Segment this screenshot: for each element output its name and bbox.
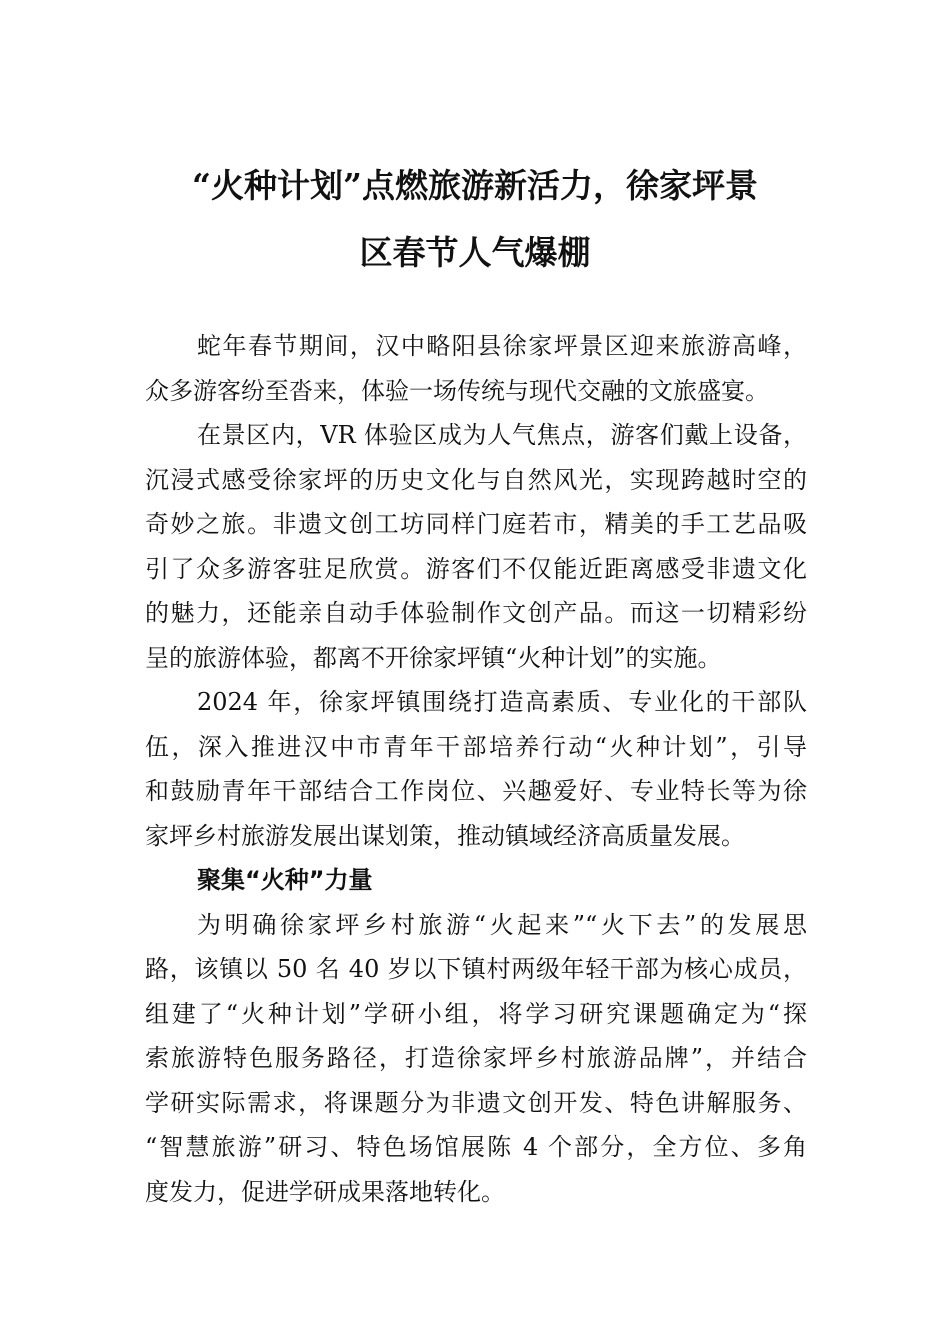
document-title-line-1: “火种计划”点燃旅游新活力，徐家坪景 bbox=[192, 166, 758, 205]
text-line: 引了众多游客驻足欣赏。游客们不仅能近距离感受非遗文化 bbox=[145, 554, 807, 583]
text-line: 2024 年，徐家坪镇围绕打造高素质、专业化的干部队 bbox=[197, 688, 807, 716]
document-body bbox=[145, 324, 807, 1214]
text-line: 学研实际需求，将课题分为非遗文创开发、特色讲解服务、 bbox=[145, 1088, 807, 1117]
text-line: 沉浸式感受徐家坪的历史文化与自然风光，实现跨越时空的 bbox=[145, 465, 807, 494]
text-line: 众多游客纷至沓来，体验一场传统与现代交融的文旅盛宴。 bbox=[145, 376, 769, 405]
text-line: 为明确徐家坪乡村旅游“火起来”“火下去”的发展思 bbox=[197, 910, 807, 939]
text-line: 组建了“火种计划”学研小组，将学习研究课题确定为“探 bbox=[145, 999, 807, 1028]
text-line: 在景区内，VR 体验区成为人气焦点，游客们戴上设备， bbox=[197, 421, 807, 449]
text-line: 家坪乡村旅游发展出谋划策，推动镇域经济高质量发展。 bbox=[145, 821, 745, 850]
text-line: 蛇年春节期间，汉中略阳县徐家坪景区迎来旅游高峰， bbox=[197, 332, 807, 360]
text-line: 和鼓励青年干部结合工作岗位、兴趣爱好、专业特长等为徐 bbox=[145, 777, 807, 805]
text-line: 的魅力，还能亲自动手体验制作文创产品。而这一切精彩纷 bbox=[145, 599, 807, 627]
text-line: 度发力，促进学研成果落地转化。 bbox=[145, 1177, 505, 1206]
document-title-line-2: 区春节人气爆棚 bbox=[359, 233, 591, 272]
text-line: “智慧旅游”研习、特色场馆展陈 4 个部分，全方位、多角 bbox=[145, 1133, 807, 1161]
text-line: 伍，深入推进汉中市青年干部培养行动“火种计划”，引导 bbox=[145, 732, 807, 761]
section-heading: 聚集“火种”力量 bbox=[197, 866, 373, 894]
text-line: 路，该镇以 50 名 40 岁以下镇村两级年轻干部为核心成员， bbox=[145, 955, 807, 983]
text-line: 索旅游特色服务路径，打造徐家坪乡村旅游品牌”，并结合 bbox=[145, 1044, 807, 1072]
text-line: 呈的旅游体验，都离不开徐家坪镇“火种计划”的实施。 bbox=[145, 643, 722, 672]
text-line: 奇妙之旅。非遗文创工坊同样门庭若市，精美的手工艺品吸 bbox=[145, 510, 807, 538]
